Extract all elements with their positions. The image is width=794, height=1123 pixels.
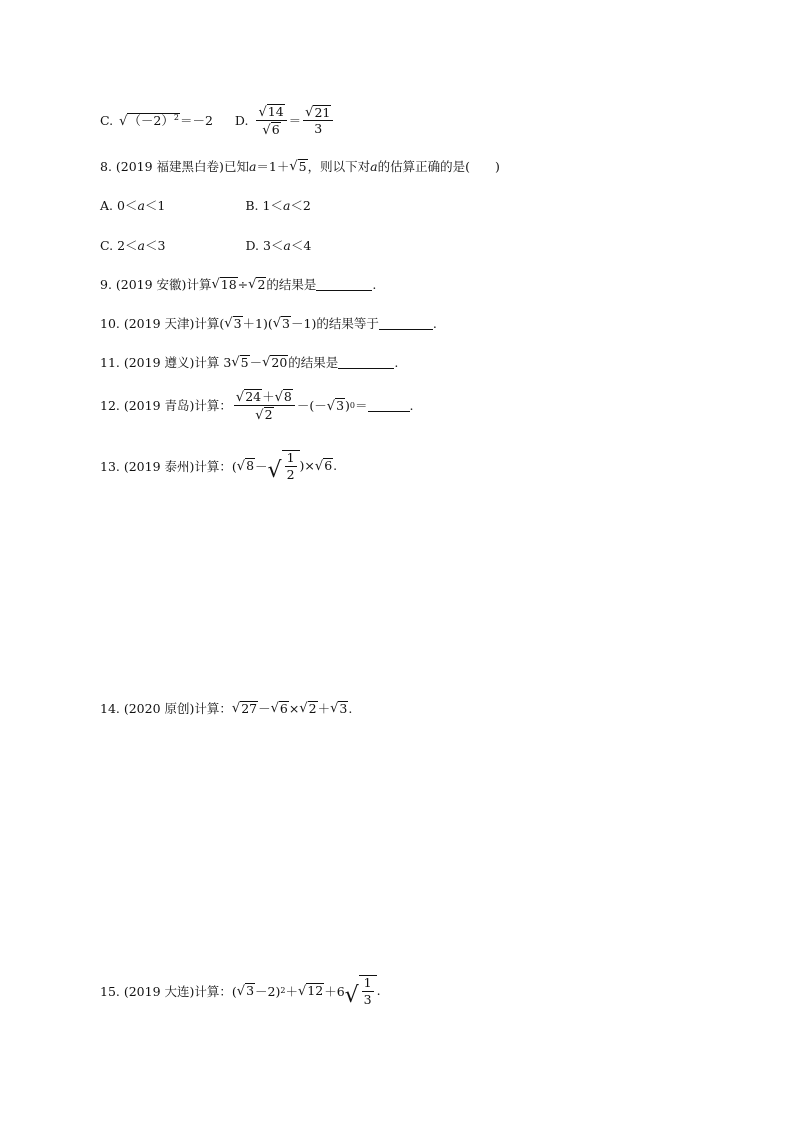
radical-sign-icon: √ <box>235 389 245 405</box>
radical-sign-icon: √ <box>270 701 279 717</box>
option-d-label: D. <box>234 112 249 128</box>
option-d-right-fraction: √ 21 3 <box>303 105 333 137</box>
radical-sign-icon: √ <box>305 105 314 121</box>
radical-sign-icon: √ <box>297 984 307 1000</box>
radical-sign-icon: √ <box>262 355 271 371</box>
variable-a: a <box>248 158 257 174</box>
radical-sign-icon: √ <box>272 316 282 332</box>
question-13: 13. (2019 泰州)计算：( √ 8 － √ $\frac{1}{2}$ )× √ 6 . <box>100 450 338 483</box>
answer-blank[interactable] <box>379 317 433 330</box>
option-b: B. 1＜a＜2 <box>245 198 311 213</box>
radical-sign-icon: √ <box>224 316 233 332</box>
question-9: 9. (2019 安徽)计算 √ 18 ÷ √ 2 的结果是 . <box>100 276 377 293</box>
radical-sign-icon: √ <box>289 159 298 175</box>
radical-sign-icon: √ <box>326 398 336 414</box>
radical-sign-icon: √ <box>274 389 283 405</box>
radical-sign-icon: √ <box>258 104 267 120</box>
question-11: 11. (2019 遵义)计算 3 √ 5 － √ 20 的结果是 . <box>100 354 399 371</box>
radical-sign-icon: √ <box>231 701 241 717</box>
question-8-options-row-2 <box>100 236 311 254</box>
radical-sign-icon: √ <box>299 701 308 717</box>
radical-sign-icon: √ <box>236 459 246 475</box>
option-c-rhs: ＝－2 <box>179 113 213 129</box>
radical-sign-icon: √ <box>262 122 271 138</box>
radical-sign-icon: √ <box>231 355 240 371</box>
option-d-left-fraction: √ 14 √ 6 <box>256 104 286 137</box>
answer-blank[interactable] <box>338 356 394 369</box>
question-8-options-row-1 <box>100 196 311 214</box>
variable-a: a <box>370 158 378 174</box>
option-c: C. 2＜a＜3 <box>100 238 166 253</box>
radical-sign-icon: √ <box>267 457 282 483</box>
option-line-c-d <box>100 104 335 137</box>
radical-sign-icon: √ <box>314 459 324 475</box>
option-a: A. 0＜a＜1 <box>100 198 166 213</box>
answer-blank[interactable] <box>368 399 410 412</box>
radical-sign-icon: √ <box>344 982 359 1008</box>
exponent: 2 <box>173 112 179 122</box>
answer-blank[interactable] <box>316 278 372 291</box>
radical-sign-icon: √ <box>330 701 339 717</box>
equals-sign: ＝ <box>288 113 302 129</box>
radical-sign-icon: √ <box>255 407 264 423</box>
question-15: 15. (2019 大连)计算：( √ 3 －2) 2 ＋ √ 12 ＋6 √ $\frac{1}{3}$ . <box>100 975 381 1008</box>
question-14: 14. (2020 原创)计算： √ 27 － √ 6 × √ 2 ＋ √ 3 . <box>100 700 353 717</box>
question-10: 10. (2019 天津)计算( √ 3 ＋1)( √ 3 －1)的结果等于 . <box>100 315 437 332</box>
q12-fraction: √ 24 ＋ √ 8 √ 2 <box>234 389 295 422</box>
radicand: （－2） <box>128 112 174 128</box>
option-c-label: C. <box>100 112 114 128</box>
sqrt-expression <box>119 113 180 128</box>
radical-sign-icon: √ <box>119 113 128 129</box>
question-8: 8. (2019 福建黑白卷)已知 a ＝1＋ √ 5 ，则以下对 a 的估算正确的是( ) <box>100 158 500 175</box>
radical-sign-icon: √ <box>236 984 246 1000</box>
option-d: D. 3＜a＜4 <box>245 238 312 253</box>
radical-sign-icon: √ <box>211 277 220 293</box>
radical-sign-icon: √ <box>248 277 257 293</box>
question-12: 12. (2019 青岛)计算： √ 24 ＋ √ 8 √ 2 －(－ √ 3 ) 0 ＝ . <box>100 388 414 423</box>
